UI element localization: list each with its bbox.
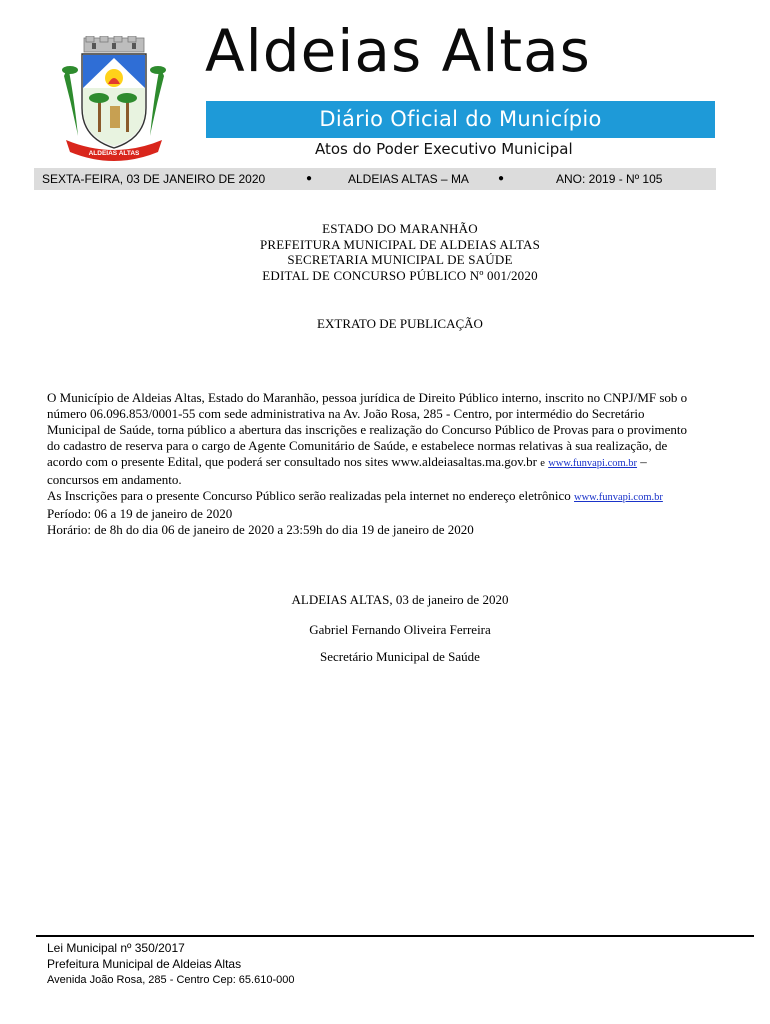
paragraph-line: do cadastro de reserva para o cargo de Agente Comunitário de Saúde, e estabelece normas relativas à sua realização, de	[47, 438, 668, 453]
heading-line: ESTADO DO MARANHÃO	[322, 221, 478, 236]
signature-place-date: ALDEIAS ALTAS, 03 de janeiro de 2020	[291, 592, 509, 607]
funvapi-link[interactable]: www.funvapi.com.br	[548, 458, 638, 469]
footer-law: Lei Municipal nº 350/2017	[47, 941, 185, 955]
edition-info-bar	[34, 168, 716, 190]
dash-text: –	[640, 454, 647, 469]
paragraph-line: acordo com o presente Edital, que poderá ser consultado nos sites www.aldeiasaltas.ma.gov.br	[47, 454, 538, 469]
edition-number: ANO: 2019 - Nº 105	[556, 172, 663, 186]
registration-text: As Inscrições para o presente Concurso Público serão realizadas pela internet no endereço eletrônico	[47, 488, 571, 503]
extract-title: EXTRATO DE PUBLICAÇÃO	[317, 316, 483, 331]
paragraph-line: Municipal de Saúde, torna público a abertura das inscrições e realização do Concurso Público de Provas para o provimento	[47, 422, 688, 437]
subtitle-text: Diário Oficial do Município	[319, 107, 602, 131]
document-heading	[0, 221, 770, 283]
signer-role: Secretário Municipal de Saúde	[320, 649, 480, 664]
footer	[47, 940, 294, 988]
newspaper-title: Aldeias Altas	[205, 17, 591, 85]
funvapi-link[interactable]: www.funvapi.com.br	[574, 492, 663, 503]
signer-name: Gabriel Fernando Oliveira Ferreira	[309, 622, 491, 637]
heading-line: SECRETARIA MUNICIPAL DE SAÚDE	[287, 252, 513, 267]
heading-line: EDITAL DE CONCURSO PÚBLICO Nº 001/2020	[262, 267, 538, 283]
notice-paragraph	[47, 390, 737, 538]
paragraph-line: concursos em andamento.	[47, 472, 182, 487]
tagline: Atos do Poder Executivo Municipal	[315, 140, 573, 158]
edition-date: SEXTA-FEIRA, 03 DE JANEIRO DE 2020	[42, 172, 266, 186]
bullet-separator: ●	[306, 173, 313, 184]
edition-place: ALDEIAS ALTAS – MA	[348, 172, 469, 186]
schedule-line: Horário: de 8h do dia 06 de janeiro de 2020 a 23:59h do dia 19 de janeiro de 2020	[47, 522, 474, 537]
municipal-crest-logo	[60, 36, 168, 168]
period-line: Período: 06 a 19 de janeiro de 2020	[47, 506, 233, 521]
connector-text: e	[540, 458, 545, 469]
paragraph-line-with-links	[47, 454, 737, 472]
footer-divider	[36, 935, 754, 937]
bullet-separator: ●	[498, 173, 505, 184]
paragraph-line: O Município de Aldeias Altas, Estado do Maranhão, pessoa jurídica de Direito Público interno, inscrito no CNPJ/MF sob o	[47, 390, 688, 405]
crest-ribbon-text: ALDEIAS ALTAS	[88, 150, 140, 157]
subtitle-bar	[206, 101, 715, 138]
heading-line: PREFEITURA MUNICIPAL DE ALDEIAS ALTAS	[259, 236, 541, 252]
footer-address: Avenida João Rosa, 285 - Centro Cep: 65.610-000	[47, 974, 295, 986]
footer-institution: Prefeitura Municipal de Aldeias Altas	[47, 957, 242, 971]
paragraph-line: número 06.096.853/0001-55 com sede administrativa na Av. João Rosa, 285 - Centro, por intermédio do Secretário	[47, 406, 645, 421]
registration-line	[47, 488, 737, 506]
